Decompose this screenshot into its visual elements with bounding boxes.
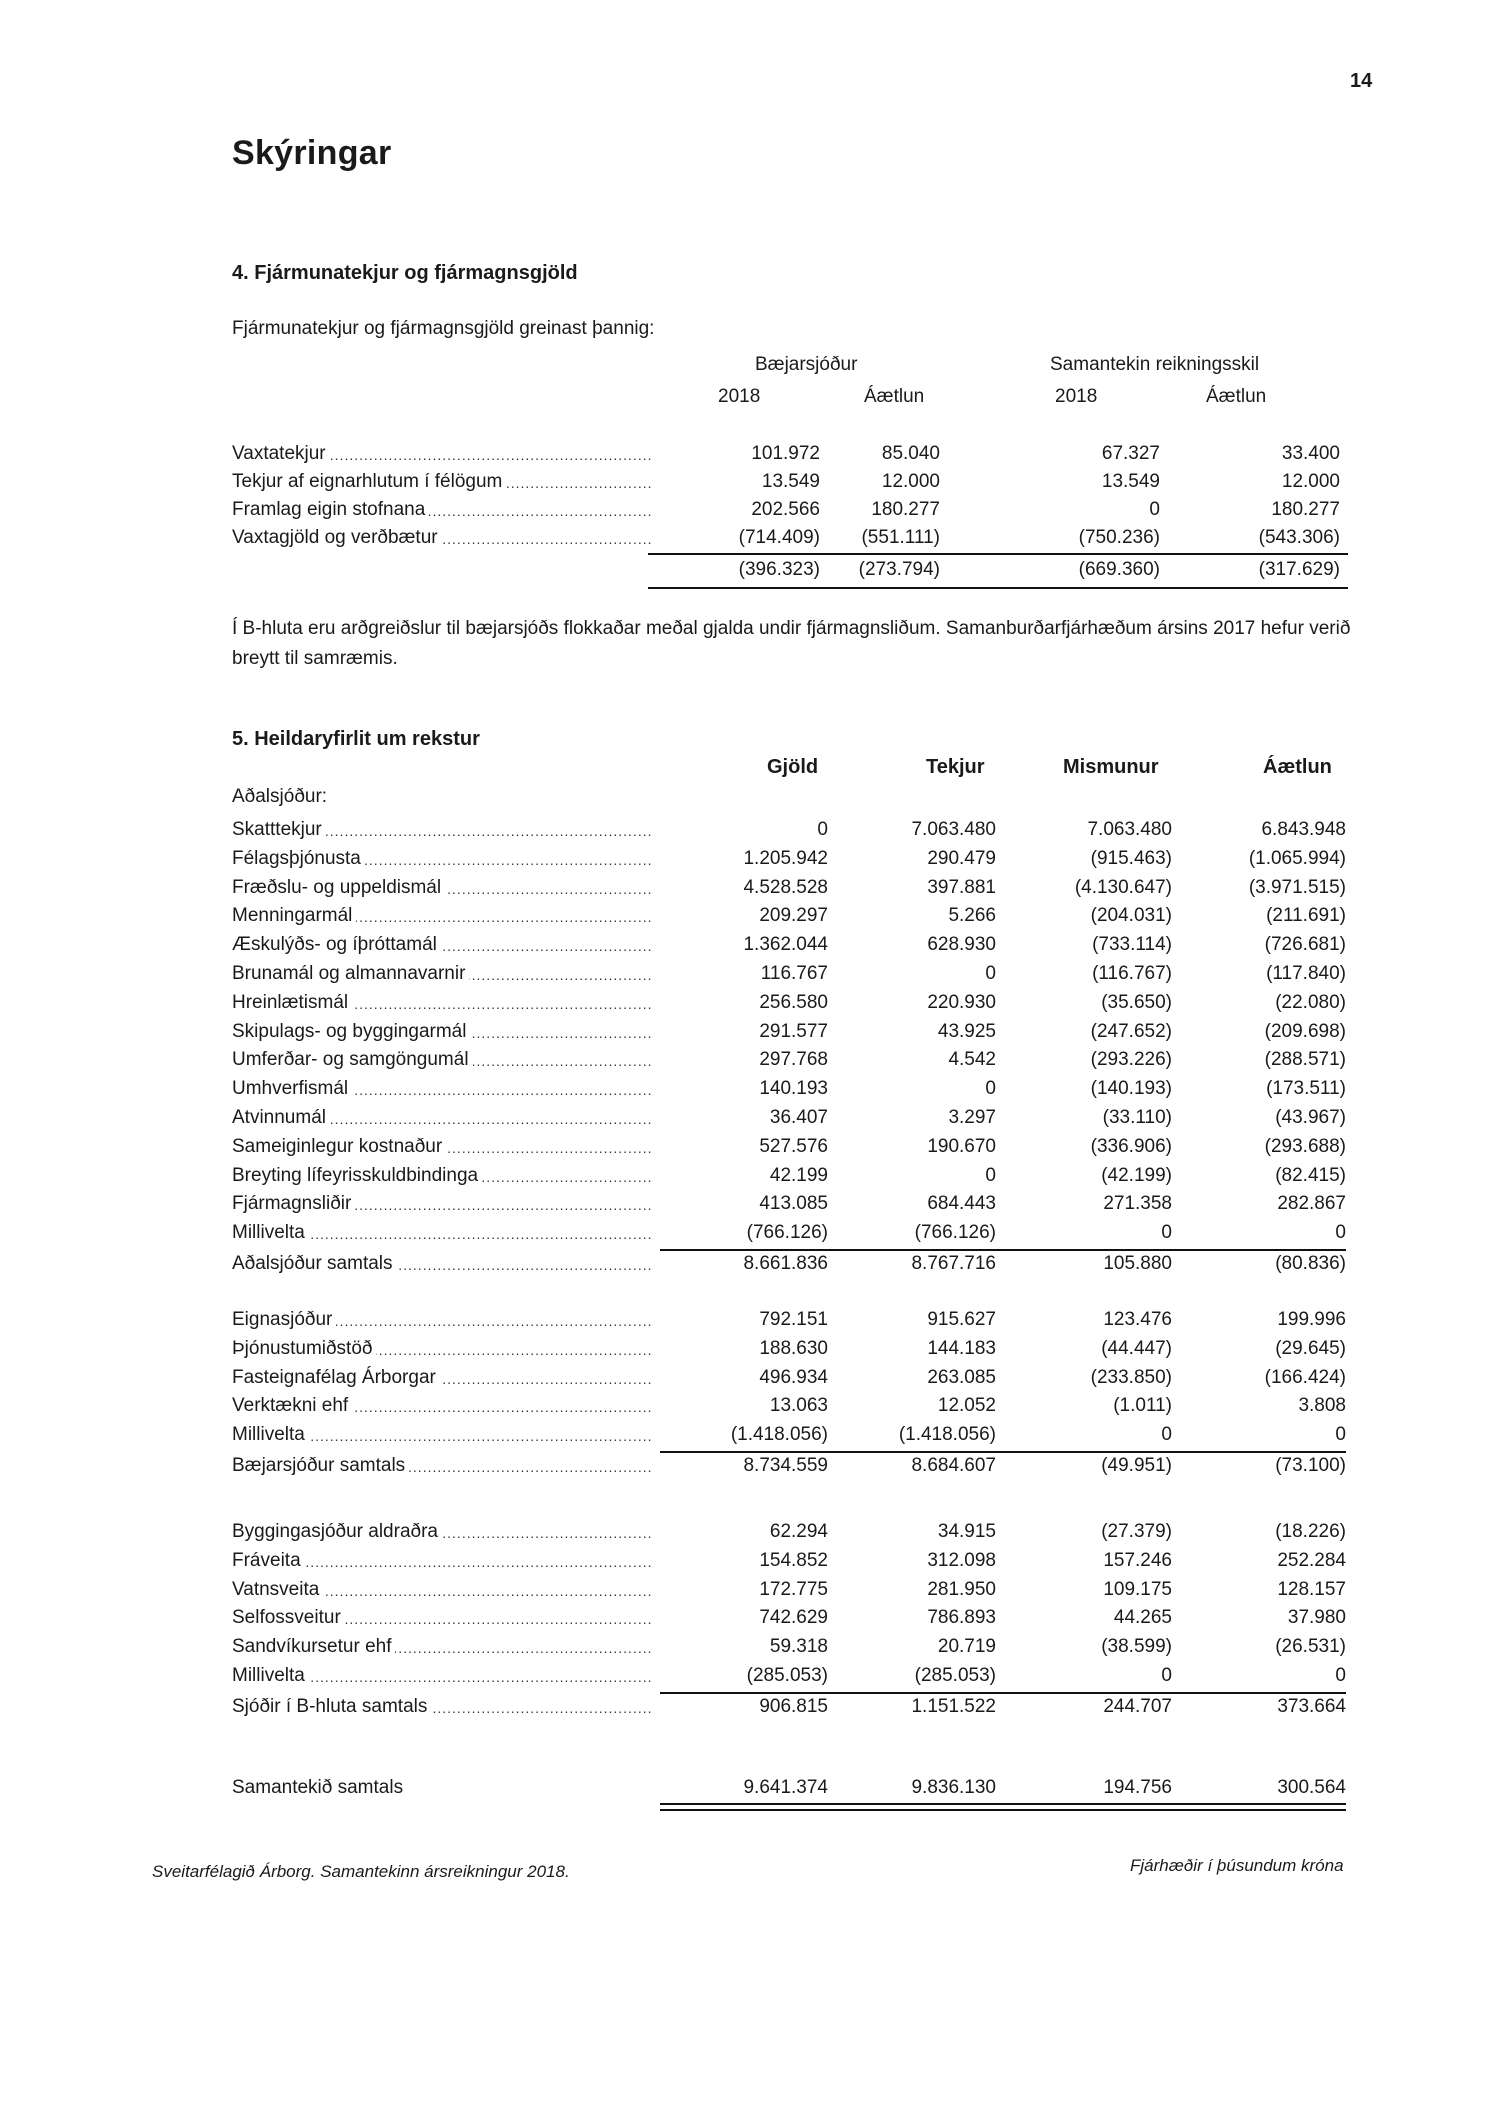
cell-value: (22.080) xyxy=(1275,992,1346,1013)
cell-value: 34.915 xyxy=(937,1521,996,1542)
cell-value: (1.065.994) xyxy=(1248,848,1346,869)
row-label xyxy=(232,816,652,844)
row-label xyxy=(232,524,652,552)
cell-value: 128.157 xyxy=(1277,1579,1346,1600)
cell-value: 172.775 xyxy=(759,1579,828,1600)
cell-value: 252.284 xyxy=(1277,1550,1346,1571)
row-label-text: Þjónustumiðstöð xyxy=(232,1338,376,1359)
cell-value: 0 xyxy=(1335,1665,1346,1686)
row-label-text: Skipulags- og byggingarmál xyxy=(232,1021,470,1042)
cell-value: (915.463) xyxy=(1090,848,1172,869)
cell-value: 4.542 xyxy=(948,1049,996,1070)
cell-value: 157.246 xyxy=(1103,1550,1172,1571)
cell-value: 915.627 xyxy=(927,1309,996,1330)
row-label xyxy=(232,1075,652,1103)
cell-value: 105.880 xyxy=(1103,1253,1172,1274)
cell-value: 140.193 xyxy=(759,1078,828,1099)
cell-value: (211.691) xyxy=(1266,905,1346,926)
row-label xyxy=(232,1421,652,1449)
row-label xyxy=(232,1133,652,1161)
cell-value: 7.063.480 xyxy=(1087,819,1172,840)
cell-value: (49.951) xyxy=(1101,1455,1172,1476)
row-label xyxy=(232,1018,652,1046)
cell-value: (33.110) xyxy=(1102,1107,1172,1128)
cell-value: (173.511) xyxy=(1266,1078,1346,1099)
cell-value: (42.199) xyxy=(1101,1165,1172,1186)
subtotal-rule xyxy=(660,1692,1346,1694)
cell-value: 116.767 xyxy=(760,963,828,984)
row-label-text: Breyting lífeyrisskuldbindinga xyxy=(232,1165,482,1186)
subtotal-rule xyxy=(660,1451,1346,1453)
cell-value: (26.531) xyxy=(1275,1636,1346,1657)
row-label-text: Fasteignafélag Árborgar xyxy=(232,1367,440,1388)
cell-value: (166.424) xyxy=(1264,1367,1346,1388)
row-label xyxy=(232,1250,652,1278)
cell-value: (285.053) xyxy=(914,1665,996,1686)
row-label-text: Vatnsveita xyxy=(232,1579,323,1600)
cell-value: 271.358 xyxy=(1103,1193,1172,1214)
row-label-text: Félagsþjónusta xyxy=(232,848,365,869)
row-label xyxy=(232,1693,652,1721)
cell-value: (293.688) xyxy=(1264,1136,1346,1157)
cell-value: (766.126) xyxy=(746,1222,828,1243)
footer-right: Fjárhæðir í þúsundum króna xyxy=(1130,1856,1344,1875)
cell-value: 12.052 xyxy=(937,1395,996,1416)
cell-value: 220.930 xyxy=(927,992,996,1013)
cell-value: (669.360) xyxy=(1078,559,1160,580)
cell-value: 792.151 xyxy=(759,1309,828,1330)
row-label-text: Millivelta xyxy=(232,1222,309,1243)
cell-value: 13.063 xyxy=(769,1395,828,1416)
note4-intro: Fjármunatekjur og fjármagnsgjöld greinast þannig: xyxy=(232,318,655,339)
cell-value: (750.236) xyxy=(1078,527,1160,548)
row-label-text: Brunamál og almannavarnir xyxy=(232,963,469,984)
page-number: 14 xyxy=(1350,70,1373,92)
cell-value: (80.836) xyxy=(1275,1253,1346,1274)
cell-value: 190.670 xyxy=(927,1136,996,1157)
row-label xyxy=(232,1547,652,1575)
cell-value: 282.867 xyxy=(1277,1193,1346,1214)
cell-value: 0 xyxy=(1161,1222,1172,1243)
group-header-baejarsjodur: Bæjarsjóður xyxy=(755,354,858,375)
cell-value: 4.528.528 xyxy=(743,877,828,898)
row-label xyxy=(232,1662,652,1690)
note5-heading: 5. Heildaryfirlit um rekstur xyxy=(232,728,480,750)
cell-value: (35.650) xyxy=(1101,992,1172,1013)
row-label xyxy=(232,1364,652,1392)
cell-value: (293.226) xyxy=(1090,1049,1172,1070)
col-header-gjold: Gjöld xyxy=(767,756,819,778)
col-header-aaetlun-a: Áætlun xyxy=(864,386,925,407)
cell-value: 33.400 xyxy=(1281,443,1340,464)
row-label-text: Eignasjóður xyxy=(232,1309,336,1330)
cell-value: (73.100) xyxy=(1275,1455,1346,1476)
row-label xyxy=(232,1392,652,1420)
row-label-text: Sjóðir í B-hluta samtals xyxy=(232,1696,431,1717)
cell-value: 101.972 xyxy=(751,443,820,464)
col-header-aaetlun-b: Áætlun xyxy=(1206,386,1267,407)
row-label xyxy=(232,1633,652,1661)
cell-value: 786.893 xyxy=(927,1607,996,1628)
cell-value: 0 xyxy=(985,1165,996,1186)
total-rule xyxy=(648,587,1348,589)
cell-value: (82.415) xyxy=(1275,1165,1346,1186)
cell-value: 43.925 xyxy=(937,1021,996,1042)
cell-value: (116.767) xyxy=(1092,963,1172,984)
cell-value: 12.000 xyxy=(881,471,940,492)
cell-value: 312.098 xyxy=(927,1550,996,1571)
col-header-2018-a: 2018 xyxy=(718,386,761,407)
cell-value: 1.362.044 xyxy=(743,934,828,955)
cell-value: 297.768 xyxy=(759,1049,828,1070)
cell-value: (551.111) xyxy=(861,527,940,548)
row-label-text: Verktækni ehf xyxy=(232,1395,352,1416)
cell-value: 5.266 xyxy=(948,905,996,926)
row-label-text: Aðalsjóður samtals xyxy=(232,1253,397,1274)
row-label xyxy=(232,1162,652,1190)
row-label xyxy=(232,496,652,524)
subtotal-rule xyxy=(660,1249,1346,1251)
cell-value: 199.996 xyxy=(1277,1309,1346,1330)
cell-value: 123.476 xyxy=(1103,1309,1172,1330)
cell-value: 209.297 xyxy=(759,905,828,926)
cell-value: 9.641.374 xyxy=(743,1777,828,1798)
row-label xyxy=(232,1046,652,1074)
cell-value: 13.549 xyxy=(1101,471,1160,492)
cell-value: 13.549 xyxy=(761,471,820,492)
cell-value: 290.479 xyxy=(927,848,996,869)
cell-value: 0 xyxy=(1161,1424,1172,1445)
cell-value: 0 xyxy=(1149,499,1160,520)
row-label-text: Umhverfismál xyxy=(232,1078,352,1099)
cell-value: (204.031) xyxy=(1090,905,1172,926)
cell-value: (209.698) xyxy=(1264,1021,1346,1042)
cell-value: (29.645) xyxy=(1275,1338,1346,1359)
row-label-text: Fræðslu- og uppeldismál xyxy=(232,877,445,898)
cell-value: (733.114) xyxy=(1092,934,1172,955)
cell-value: 256.580 xyxy=(759,992,828,1013)
cell-value: 527.576 xyxy=(759,1136,828,1157)
row-label-text: Hreinlætismál xyxy=(232,992,352,1013)
row-label xyxy=(232,1190,652,1218)
cell-value: 291.577 xyxy=(759,1021,828,1042)
cell-value: 906.815 xyxy=(759,1696,828,1717)
cell-value: 0 xyxy=(817,819,828,840)
col-header-tekjur: Tekjur xyxy=(926,756,985,778)
row-label xyxy=(232,1576,652,1604)
cell-value: (43.967) xyxy=(1275,1107,1346,1128)
cell-value: (543.306) xyxy=(1258,527,1340,548)
cell-value: 684.443 xyxy=(927,1193,996,1214)
cell-value: (396.323) xyxy=(738,559,820,580)
cell-value: (1.418.056) xyxy=(898,1424,996,1445)
section-label-adalsjodur: Aðalsjóður: xyxy=(232,786,328,807)
row-label-text: Vaxtagjöld og verðbætur xyxy=(232,527,442,548)
row-label xyxy=(232,845,652,873)
cell-value: (1.418.056) xyxy=(730,1424,828,1445)
cell-value: 8.767.716 xyxy=(911,1253,996,1274)
cell-value: 37.980 xyxy=(1287,1607,1346,1628)
cell-value: 62.294 xyxy=(769,1521,828,1542)
cell-value: 42.199 xyxy=(769,1165,828,1186)
cell-value: (18.226) xyxy=(1275,1521,1346,1542)
cell-value: 8.661.836 xyxy=(743,1253,828,1274)
cell-value: 397.881 xyxy=(927,877,996,898)
cell-value: 9.836.130 xyxy=(911,1777,996,1798)
group-header-samantekin: Samantekin reikningsskil xyxy=(1050,354,1260,375)
subtotal-rule xyxy=(648,553,1348,555)
cell-value: (336.906) xyxy=(1090,1136,1172,1157)
row-label xyxy=(232,1306,652,1334)
cell-value: 263.085 xyxy=(927,1367,996,1388)
row-label xyxy=(232,1518,652,1546)
row-label-text: Fráveita xyxy=(232,1550,305,1571)
cell-value: 85.040 xyxy=(881,443,940,464)
cell-value: 180.277 xyxy=(1271,499,1340,520)
cell-value: 194.756 xyxy=(1103,1777,1172,1798)
row-label xyxy=(232,874,652,902)
cell-value: (27.379) xyxy=(1101,1521,1172,1542)
col-header-aaetlun: Áætlun xyxy=(1263,756,1332,778)
row-label-text: Fjármagnsliðir xyxy=(232,1193,355,1214)
cell-value: (140.193) xyxy=(1090,1078,1172,1099)
row-label xyxy=(232,931,652,959)
row-label-text: Millivelta xyxy=(232,1665,309,1686)
cell-value: (1.011) xyxy=(1113,1395,1172,1416)
row-label xyxy=(232,1335,652,1363)
cell-value: 244.707 xyxy=(1103,1696,1172,1717)
double-rule-bottom xyxy=(660,1809,1346,1811)
cell-value: 202.566 xyxy=(751,499,820,520)
row-label xyxy=(232,1774,652,1802)
cell-value: 1.205.942 xyxy=(743,848,828,869)
cell-value: (44.447) xyxy=(1101,1338,1172,1359)
row-label-text: Byggingasjóður aldraðra xyxy=(232,1521,442,1542)
cell-value: 109.175 xyxy=(1103,1579,1172,1600)
cell-value: 0 xyxy=(1335,1222,1346,1243)
cell-value: 6.843.948 xyxy=(1261,819,1346,840)
cell-value: 281.950 xyxy=(927,1579,996,1600)
cell-value: 0 xyxy=(1161,1665,1172,1686)
cell-value: 300.564 xyxy=(1277,1777,1346,1798)
cell-value: (317.629) xyxy=(1258,559,1340,580)
cell-value: 12.000 xyxy=(1281,471,1340,492)
row-label-text: Tekjur af eignarhlutum í félögum xyxy=(232,471,506,492)
row-label-text: Atvinnumál xyxy=(232,1107,330,1128)
cell-value: (273.794) xyxy=(858,559,940,580)
row-label xyxy=(232,1452,652,1480)
col-header-mismunur: Mismunur xyxy=(1063,756,1159,778)
cell-value: 1.151.522 xyxy=(911,1696,996,1717)
row-label-text: Vaxtatekjur xyxy=(232,443,330,464)
cell-value: 7.063.480 xyxy=(911,819,996,840)
row-label-text: Framlag eigin stofnana xyxy=(232,499,429,520)
row-label-text: Sandvíkursetur ehf xyxy=(232,1636,395,1657)
cell-value: (285.053) xyxy=(746,1665,828,1686)
row-label xyxy=(232,960,652,988)
cell-value: 0 xyxy=(1335,1424,1346,1445)
cell-value: 144.183 xyxy=(927,1338,996,1359)
page-title: Skýringar xyxy=(232,134,392,172)
row-label-text: Umferðar- og samgöngumál xyxy=(232,1049,473,1070)
row-label-text: Æskulýðs- og íþróttamál xyxy=(232,934,441,955)
note4-heading: 4. Fjármunatekjur og fjármagnsgjöld xyxy=(232,262,578,284)
col-header-2018-b: 2018 xyxy=(1055,386,1098,407)
cell-value: 413.085 xyxy=(759,1193,828,1214)
cell-value: 8.684.607 xyxy=(911,1455,996,1476)
cell-value: 628.930 xyxy=(927,934,996,955)
cell-value: 67.327 xyxy=(1101,443,1160,464)
cell-value: 36.407 xyxy=(769,1107,828,1128)
row-label xyxy=(232,1604,652,1632)
cell-value: (766.126) xyxy=(914,1222,996,1243)
cell-value: 742.629 xyxy=(759,1607,828,1628)
cell-value: 3.297 xyxy=(948,1107,996,1128)
cell-value: (117.840) xyxy=(1266,963,1346,984)
cell-value: 8.734.559 xyxy=(743,1455,828,1476)
row-label-text: Sameiginlegur kostnaður xyxy=(232,1136,446,1157)
cell-value: 44.265 xyxy=(1113,1607,1172,1628)
row-label xyxy=(232,1219,652,1247)
cell-value: 180.277 xyxy=(871,499,940,520)
cell-value: 496.934 xyxy=(759,1367,828,1388)
row-label-text: Bæjarsjóður samtals xyxy=(232,1455,409,1476)
cell-value: 188.630 xyxy=(759,1338,828,1359)
cell-value: 154.852 xyxy=(759,1550,828,1571)
cell-value: 20.719 xyxy=(937,1636,996,1657)
cell-value: (38.599) xyxy=(1101,1636,1172,1657)
cell-value: (288.571) xyxy=(1264,1049,1346,1070)
row-label xyxy=(232,468,652,496)
cell-value: (714.409) xyxy=(738,527,820,548)
row-label-text: Selfossveitur xyxy=(232,1607,345,1628)
cell-value: (4.130.647) xyxy=(1074,877,1172,898)
cell-value: (726.681) xyxy=(1264,934,1346,955)
row-label xyxy=(232,440,652,468)
cell-value: 0 xyxy=(985,1078,996,1099)
cell-value: 3.808 xyxy=(1298,1395,1346,1416)
row-label xyxy=(232,902,652,930)
row-label-text: Millivelta xyxy=(232,1424,309,1445)
row-label xyxy=(232,989,652,1017)
row-label-text: Samantekið samtals xyxy=(232,1777,407,1798)
double-rule-top xyxy=(660,1803,1346,1805)
cell-value: 0 xyxy=(985,963,996,984)
cell-value: (233.850) xyxy=(1090,1367,1172,1388)
cell-value: (3.971.515) xyxy=(1248,877,1346,898)
row-label-text: Skatttekjur xyxy=(232,819,326,840)
cell-value: 59.318 xyxy=(769,1636,828,1657)
row-label-text: Menningarmál xyxy=(232,905,356,926)
cell-value: 373.664 xyxy=(1277,1696,1346,1717)
note4-footnote: Í B-hluta eru arðgreiðslur til bæjarsjóðs flokkaðar meðal gjalda undir fjármagnsliðum. Samanburðarfjárhæðum ársins 2017 hefur verið breytt til samræmis. xyxy=(232,618,1351,669)
row-label xyxy=(232,1104,652,1132)
cell-value: (247.652) xyxy=(1090,1021,1172,1042)
footer-left: Sveitarfélagið Árborg. Samantekinn ársreikningur 2018. xyxy=(152,1862,570,1881)
